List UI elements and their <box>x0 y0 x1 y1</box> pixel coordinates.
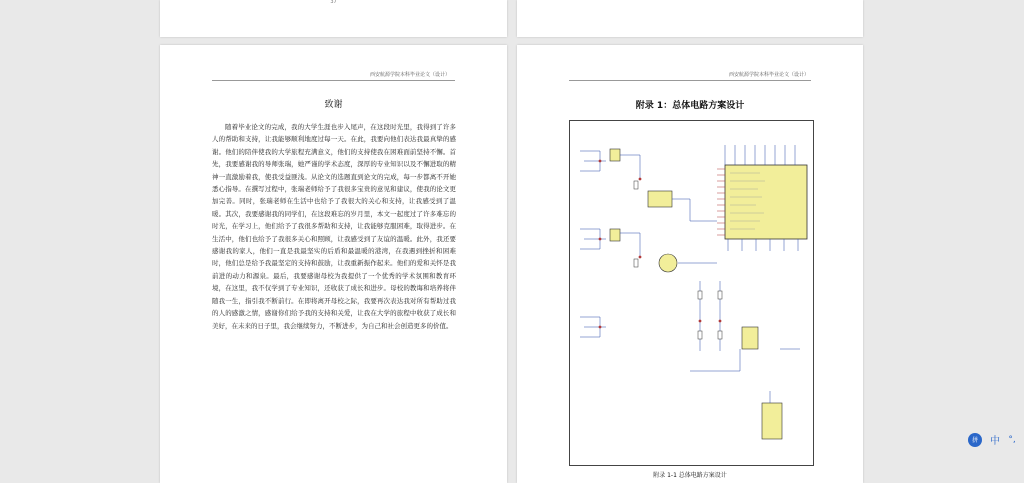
language-toggle-button[interactable]: 中 <box>990 436 1000 447</box>
punctuation-toggle-button[interactable]: °, <box>1008 434 1016 445</box>
page-header: 西安航源学院本科毕业论文（设计） <box>728 72 809 78</box>
ime-logo-button[interactable] <box>966 432 984 447</box>
figure-caption: 附录 1-1 总体电路方案设计 <box>653 472 727 479</box>
mcu-chip <box>725 165 807 239</box>
ime-logo-icon: 拼 <box>968 433 982 447</box>
acknowledgement-text: 随着毕业论文的完成，我的大学生涯也步入尾声，在这段时光里，我得到了许多人的帮助和支持，让我能够顺利地度过每一天。在此，我要向他们表达我最真挚的感谢。他们的陪伴使我的大学旅程充满意义，他们的支持使我在困难面前坚持不懈。首先，我要感谢我的导师张瑞，她严谨的学术态度，深厚的专业知识以及不懈进取的精神一直激励着我，使我受益匪浅。从论文的选题直到论文的完成，每一步都离不开她悉心指导。在撰写过程中，张瑞老师给予了我很多宝贵的意见和建议，使我的论文更加完善。同时，张瑞老师在生活中也给予了我很大的关心和支持，让我感受到了温暖。其次，我要感谢我的同学们，在这段难忘的岁月里，本文一起度过了许多难忘的时光，在学习上，他们给予了我很多帮助和支持，让我能够克服困难，取得进步。在生活中，他们也给予了我很多关心和照顾，让我感受到了友谊的温暖。此外，我还要感谢我的家人，他们一直是我最坚实的后盾和最温暖的港湾，在我遇到挫折和困难时，他们总是给予我最坚定的支持和鼓励，让我重新振作起来。他们的爱和关怀是我前进的动力和源泉。最后，我要感谢母校为我提供了一个优秀的学术氛围和教育环境，在这里，我不仅学到了专业知识，还收获了成长和进步。母校的教诲和培养将伴随我一生，指引我不断前行。在即将离开母校之际，我要再次表达我对所有帮助过我的人的感激之情，感谢你们给予我的支持和关爱，让我在大学的旅程中收获了成长和美好，在未来的日子里，我会继续努力，不断进步，为自己和社会创造更多的价值。 <box>212 123 456 330</box>
schematic-drawing <box>570 121 813 465</box>
page-number: 37 <box>330 0 337 5</box>
previous-page-left <box>160 0 507 37</box>
appendix-title: 附录 1：总体电路方案设计 <box>635 101 745 111</box>
page-header: 西安航源学院本科毕业论文（设计） <box>369 72 450 78</box>
previous-page-right <box>517 0 863 37</box>
circuit-schematic <box>569 120 814 466</box>
header-rule <box>212 80 455 81</box>
page-title: 致谢 <box>324 100 343 110</box>
header-rule <box>569 80 811 81</box>
